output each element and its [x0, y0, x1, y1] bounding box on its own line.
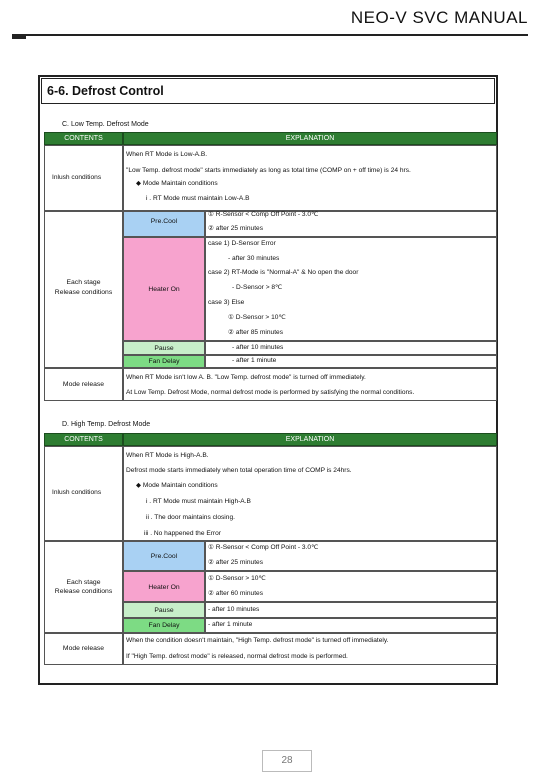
high-pause-text: - after 10 minutes [208, 606, 260, 613]
page-number: 28 [262, 750, 312, 772]
high-stage-label-1: Each stage [66, 579, 101, 586]
low-fan-label: Fan Delay [148, 358, 180, 365]
low-init-line: ◆ Mode Maintain conditions [136, 180, 218, 187]
high-init-line: When RT Mode is High-A.B. [126, 452, 209, 459]
high-stage-label-2: Release conditions [54, 588, 113, 595]
high-precool-label: Pre.Cool [150, 553, 178, 560]
low-init-label: Inlush conditions [52, 174, 102, 181]
high-heater-line: ② after 60 minutes [208, 590, 264, 597]
low-heater-line: ② after 85 minutes [228, 329, 284, 336]
low-pause-label: Pause [154, 345, 174, 352]
high-subtitle: D. High Temp. Defrost Mode [62, 421, 151, 428]
low-subtitle: C. Low Temp. Defrost Mode [62, 121, 149, 128]
high-init-line: ◆ Mode Maintain conditions [136, 482, 218, 489]
high-init-label: Inlush conditions [52, 489, 102, 496]
low-heater-line: case 1) D-Sensor Error [208, 240, 276, 247]
low-header-contents: CONTENTS [44, 132, 123, 145]
low-stage-label-1: Each stage [66, 279, 101, 286]
high-release-line: If "High Temp. defrost mode" is released, normal defrost mode is performed. [126, 653, 348, 660]
section-title: 6-6. Defrost Control [41, 78, 495, 104]
high-release-line: When the condition doesn't maintain, "High Temp. defrost mode" is turned off immediately. [126, 637, 389, 644]
high-init-line: ii . The door maintains closing. [146, 514, 235, 521]
low-release-label: Mode release [62, 381, 105, 388]
high-pause-label: Pause [154, 607, 174, 614]
high-heater-label: Heater On [148, 584, 180, 591]
high-header-contents: CONTENTS [44, 433, 123, 446]
high-init-explanation-cell [123, 446, 497, 541]
high-fan-label: Fan Delay [148, 622, 180, 629]
low-fan-text: - after 1 minute [232, 357, 277, 364]
header-rule [12, 34, 528, 36]
high-fan-text: - after 1 minute [208, 621, 253, 628]
high-heater-line: ① D-Sensor > 10℃ [208, 575, 266, 582]
low-heater-line: ① D-Sensor > 10℃ [228, 314, 286, 321]
high-init-line: i . RT Mode must maintain High-A.B [146, 498, 251, 505]
high-header-explanation: EXPLANATION [123, 433, 497, 446]
low-heater-line: case 2) RT-Mode is "Normal-A" & No open the door [208, 269, 359, 276]
low-precool-line: ② after 25 minutes [208, 225, 264, 232]
low-init-line: When RT Mode is Low-A.B. [126, 151, 208, 158]
low-release-line: When RT Mode isn't low A. B. "Low Temp. defrost mode" is turned off immediately. [126, 374, 366, 381]
low-stage-label-2: Release conditions [54, 289, 113, 296]
header-rule-tick [12, 34, 26, 39]
low-heater-line: - after 30 minutes [228, 255, 280, 262]
high-precool-line: ① R-Sensor < Comp Off Point - 3.0℃ [208, 544, 319, 551]
low-pause-text: - after 10 minutes [232, 344, 284, 351]
high-release-label: Mode release [62, 645, 105, 652]
high-init-line: Defrost mode starts immediately when total operation time of COMP is 24hrs. [126, 467, 352, 474]
low-precool-line: ① R-Sensor < Comp Off Point - 3.0℃ [208, 211, 319, 218]
manual-title: NEO-V SVC MANUAL [350, 8, 528, 27]
low-header-explanation: EXPLANATION [123, 132, 497, 145]
low-init-line: "Low Temp. defrost mode" starts immediately as long as total time (COMP on + off time) is 24 hrs. [126, 167, 411, 174]
low-heater-line: case 3) Else [208, 299, 245, 306]
low-precool-label: Pre.Cool [150, 218, 178, 225]
low-heater-line: - D-Sensor > 8℃ [232, 284, 283, 291]
low-release-line: At Low Temp. Defrost Mode, normal defrost mode is performed by satisfying the normal conditions. [126, 389, 415, 396]
low-heater-label: Heater On [148, 286, 180, 293]
high-init-line: iii . No happened the Error [144, 530, 221, 537]
high-stage-label-cell [44, 541, 123, 633]
low-init-line: i . RT Mode must maintain Low-A.B [146, 195, 250, 202]
high-precool-line: ② after 25 minutes [208, 559, 264, 566]
